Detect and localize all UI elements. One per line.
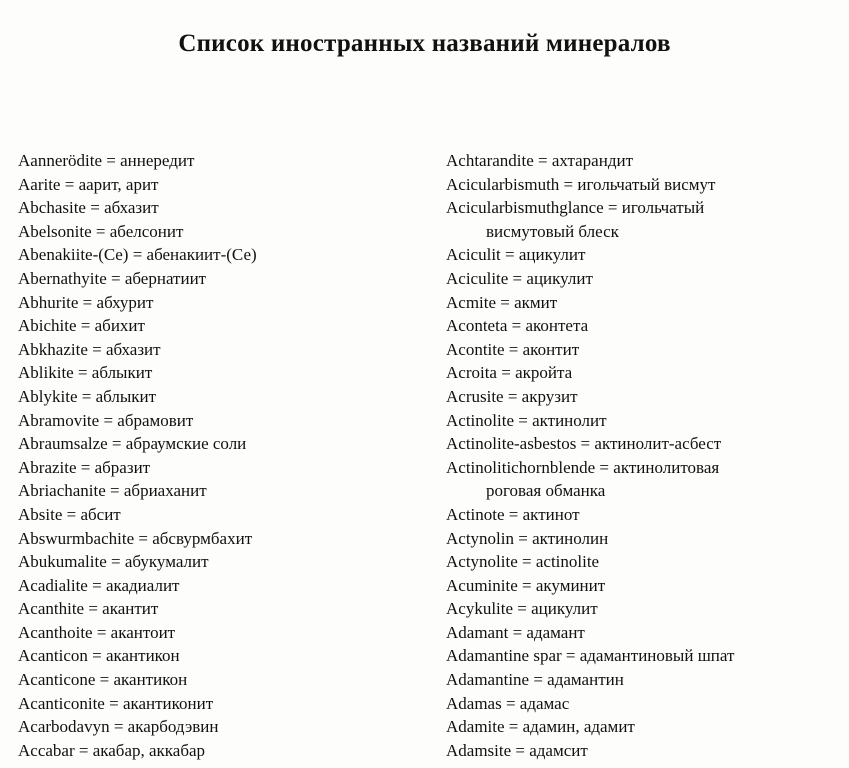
entry-right: Acicularbismuthglance = игольчатый (446, 198, 705, 218)
entry-right: Adamsite = адамсит (446, 740, 588, 760)
entry-right: Actynolin = актинолин (446, 528, 609, 548)
entry-right: Actinolite = актинолит (446, 410, 607, 430)
entry-left: Acanticone = акантикон (18, 670, 188, 690)
entry-left: Abriachanite = абриаханит (18, 481, 207, 501)
entry-right: Acrusite = акрузит (446, 386, 578, 406)
entry-right: Adamantine = адамантин (446, 670, 624, 690)
entry-left: Abernathyite = абернатиит (18, 268, 207, 288)
entry-right-continuation: роговая обманка (486, 481, 606, 501)
entry-left: Ablikite = аблыкит (18, 363, 153, 383)
entry-left: Abramovite = абрамовит (18, 410, 194, 430)
entry-right: Actinote = актинот (446, 504, 580, 524)
entry-left: Abelsonite = абелсонит (18, 221, 184, 241)
entry-right: Aciculit = ацикулит (446, 245, 586, 265)
entry-left: Abhurite = абхурит (18, 292, 154, 312)
entry-right: Achtarandite = ахтарандит (446, 151, 633, 170)
entry-left: Ablykite = аблыкит (18, 386, 157, 406)
left-column (18, 149, 428, 762)
entry-left: Abrazite = абразит (18, 457, 151, 477)
entry-right: Acroita = акройта (446, 363, 573, 383)
entry-right: Adamant = адамант (446, 622, 585, 642)
right-column (446, 149, 841, 762)
page-title: Список иностранных названий минералов (178, 30, 671, 57)
entry-right: Actinolite-asbestos = актинолит-асбест (446, 434, 722, 454)
entry-left: Acanthite = акантит (18, 599, 159, 619)
entry-left: Acadialite = акадиалит (18, 575, 180, 595)
entry-right: Actinolitichornblende = актинолитовая (446, 457, 720, 477)
entry-left: Abchasite = абхазит (18, 198, 159, 218)
entry-left: Acarbodavyn = акарбодэвин (18, 717, 219, 737)
entry-right: Adamas = адамас (446, 693, 570, 713)
entry-left: Abenakiite-(Ce) = абенакиит-(Се) (18, 245, 257, 265)
entry-left: Abswurmbachite = абсвурмбахит (18, 528, 253, 548)
entry-left: Aarite = аарит, арит (18, 174, 159, 194)
entry-left: Aannerödite = аннередит (18, 151, 195, 170)
entry-right: Acykulite = ацикулит (446, 599, 598, 619)
entry-right: Acicularbismuth = игольчатый висмут (446, 174, 716, 194)
entry-right: Aconteta = аконтета (446, 316, 589, 336)
entry-right: Acmite = акмит (446, 292, 558, 312)
entry-left: Accabar = акабар, аккабар (18, 740, 206, 760)
entry-left: Absite = абсит (18, 504, 121, 524)
entry-right: Adamite = адамин, адамит (446, 717, 635, 737)
entry-left: Abukumalite = абукумалит (18, 552, 209, 572)
entry-right: Aciculite = ацикулит (446, 268, 593, 288)
entry-left: Abkhazite = абхазит (18, 339, 161, 359)
entry-left: Acanticon = акантикон (18, 646, 180, 666)
entry-right: Acontite = аконтит (446, 339, 580, 359)
entry-right: Adamantine spar = адамантиновый шпат (446, 646, 735, 666)
entry-right: Actynolite = actinolite (446, 552, 600, 572)
entry-left: Abraumsalze = абраумские соли (18, 434, 247, 454)
entry-right: Acuminite = акуминит (446, 575, 606, 595)
entry-right-continuation: висмутовый блеск (486, 221, 619, 241)
entry-left: Abichite = абихит (18, 316, 145, 336)
entry-left: Acanthoite = акантоит (18, 622, 176, 642)
entry-left: Acanticonite = акантиконит (18, 693, 214, 713)
